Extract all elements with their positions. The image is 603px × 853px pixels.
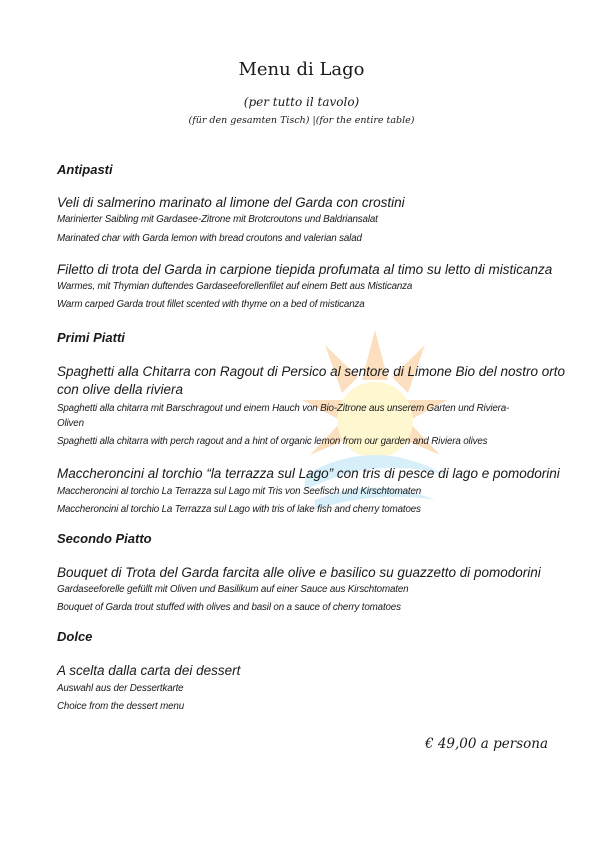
- dish-translation-en: Bouquet of Garda trout stuffed with olives and basil on a sauce of cherry tomatoes: [57, 602, 401, 613]
- dish-name: Veli di salmerino marinato al limone del Garda con crostini: [57, 195, 405, 210]
- dish-translation-en: Maccheroncini al torchio La Terrazza sul Lago with tris of lake fish and cherry tomatoes: [57, 504, 421, 515]
- section-heading-dolce: Dolce: [57, 629, 93, 644]
- dish-translation-en: Choice from the dessert menu: [57, 701, 185, 712]
- dish-translation-de: Gardaseeforelle gefüllt mit Oliven und Basilikum auf einer Sauce aus Kirschtomaten: [57, 584, 409, 595]
- menu-subtitle: (per tutto il tavolo): [243, 95, 360, 109]
- dish-name-continued: con olive della riviera: [57, 382, 184, 397]
- menu-subtitle-translations: (für den gesamten Tisch) |(for the entire table): [188, 115, 415, 126]
- dish-translation-en: Marinated char with Garda lemon with bread croutons and valerian salad: [57, 233, 362, 244]
- dish-name: Bouquet di Trota del Garda farcita alle olive e basilico su guazzetto di pomodorini: [57, 565, 541, 580]
- price-per-person: € 49,00 a persona: [424, 736, 548, 752]
- dish-translation-en: Spaghetti alla chitarra with perch ragout and a hint of organic lemon from our garden and Riviera olives: [57, 436, 488, 447]
- dish-translation-de: Spaghetti alla chitarra mit Barschragout und einem Hauch von Bio-Zitrone aus unserem Garten und Riviera-: [57, 403, 510, 414]
- section-heading-primi-piatti: Primi Piatti: [57, 330, 125, 345]
- dish-name: A scelta dalla carta dei dessert: [57, 663, 241, 678]
- dish-translation-de: Warmes, mit Thymian duftendes Gardaseeforellenfilet auf einem Bett aus Misticanza: [57, 281, 413, 292]
- dish-translation-de: Auswahl aus der Dessertkarte: [57, 683, 184, 694]
- dish-translation-de-continued: Oliven: [57, 418, 84, 429]
- dish-name: Filetto di trota del Garda in carpione tiepida profumata al timo su letto di misticanza: [57, 262, 553, 277]
- dish-name: Spaghetti alla Chitarra con Ragout di Persico al sentore di Limone Bio del nostro orto: [57, 364, 566, 379]
- dish-translation-de: Marinierter Saibling mit Gardasee-Zitrone mit Brotcroutons und Baldriansalat: [57, 214, 378, 225]
- section-heading-antipasti: Antipasti: [57, 162, 113, 177]
- dish-translation-en: Warm carped Garda trout fillet scented with thyme on a bed of misticanza: [57, 299, 365, 310]
- dish-name: Maccheroncini al torchio “la terrazza sul Lago” con tris di pesce di lago e pomodorini: [57, 466, 560, 481]
- dish-translation-de: Maccheroncini al torchio La Terrazza sul Lago mit Tris von Seefisch und Kirschtomaten: [57, 486, 422, 497]
- menu-title: Menu di Lago: [238, 59, 365, 80]
- section-heading-secondo-piatto: Secondo Piatto: [57, 531, 152, 546]
